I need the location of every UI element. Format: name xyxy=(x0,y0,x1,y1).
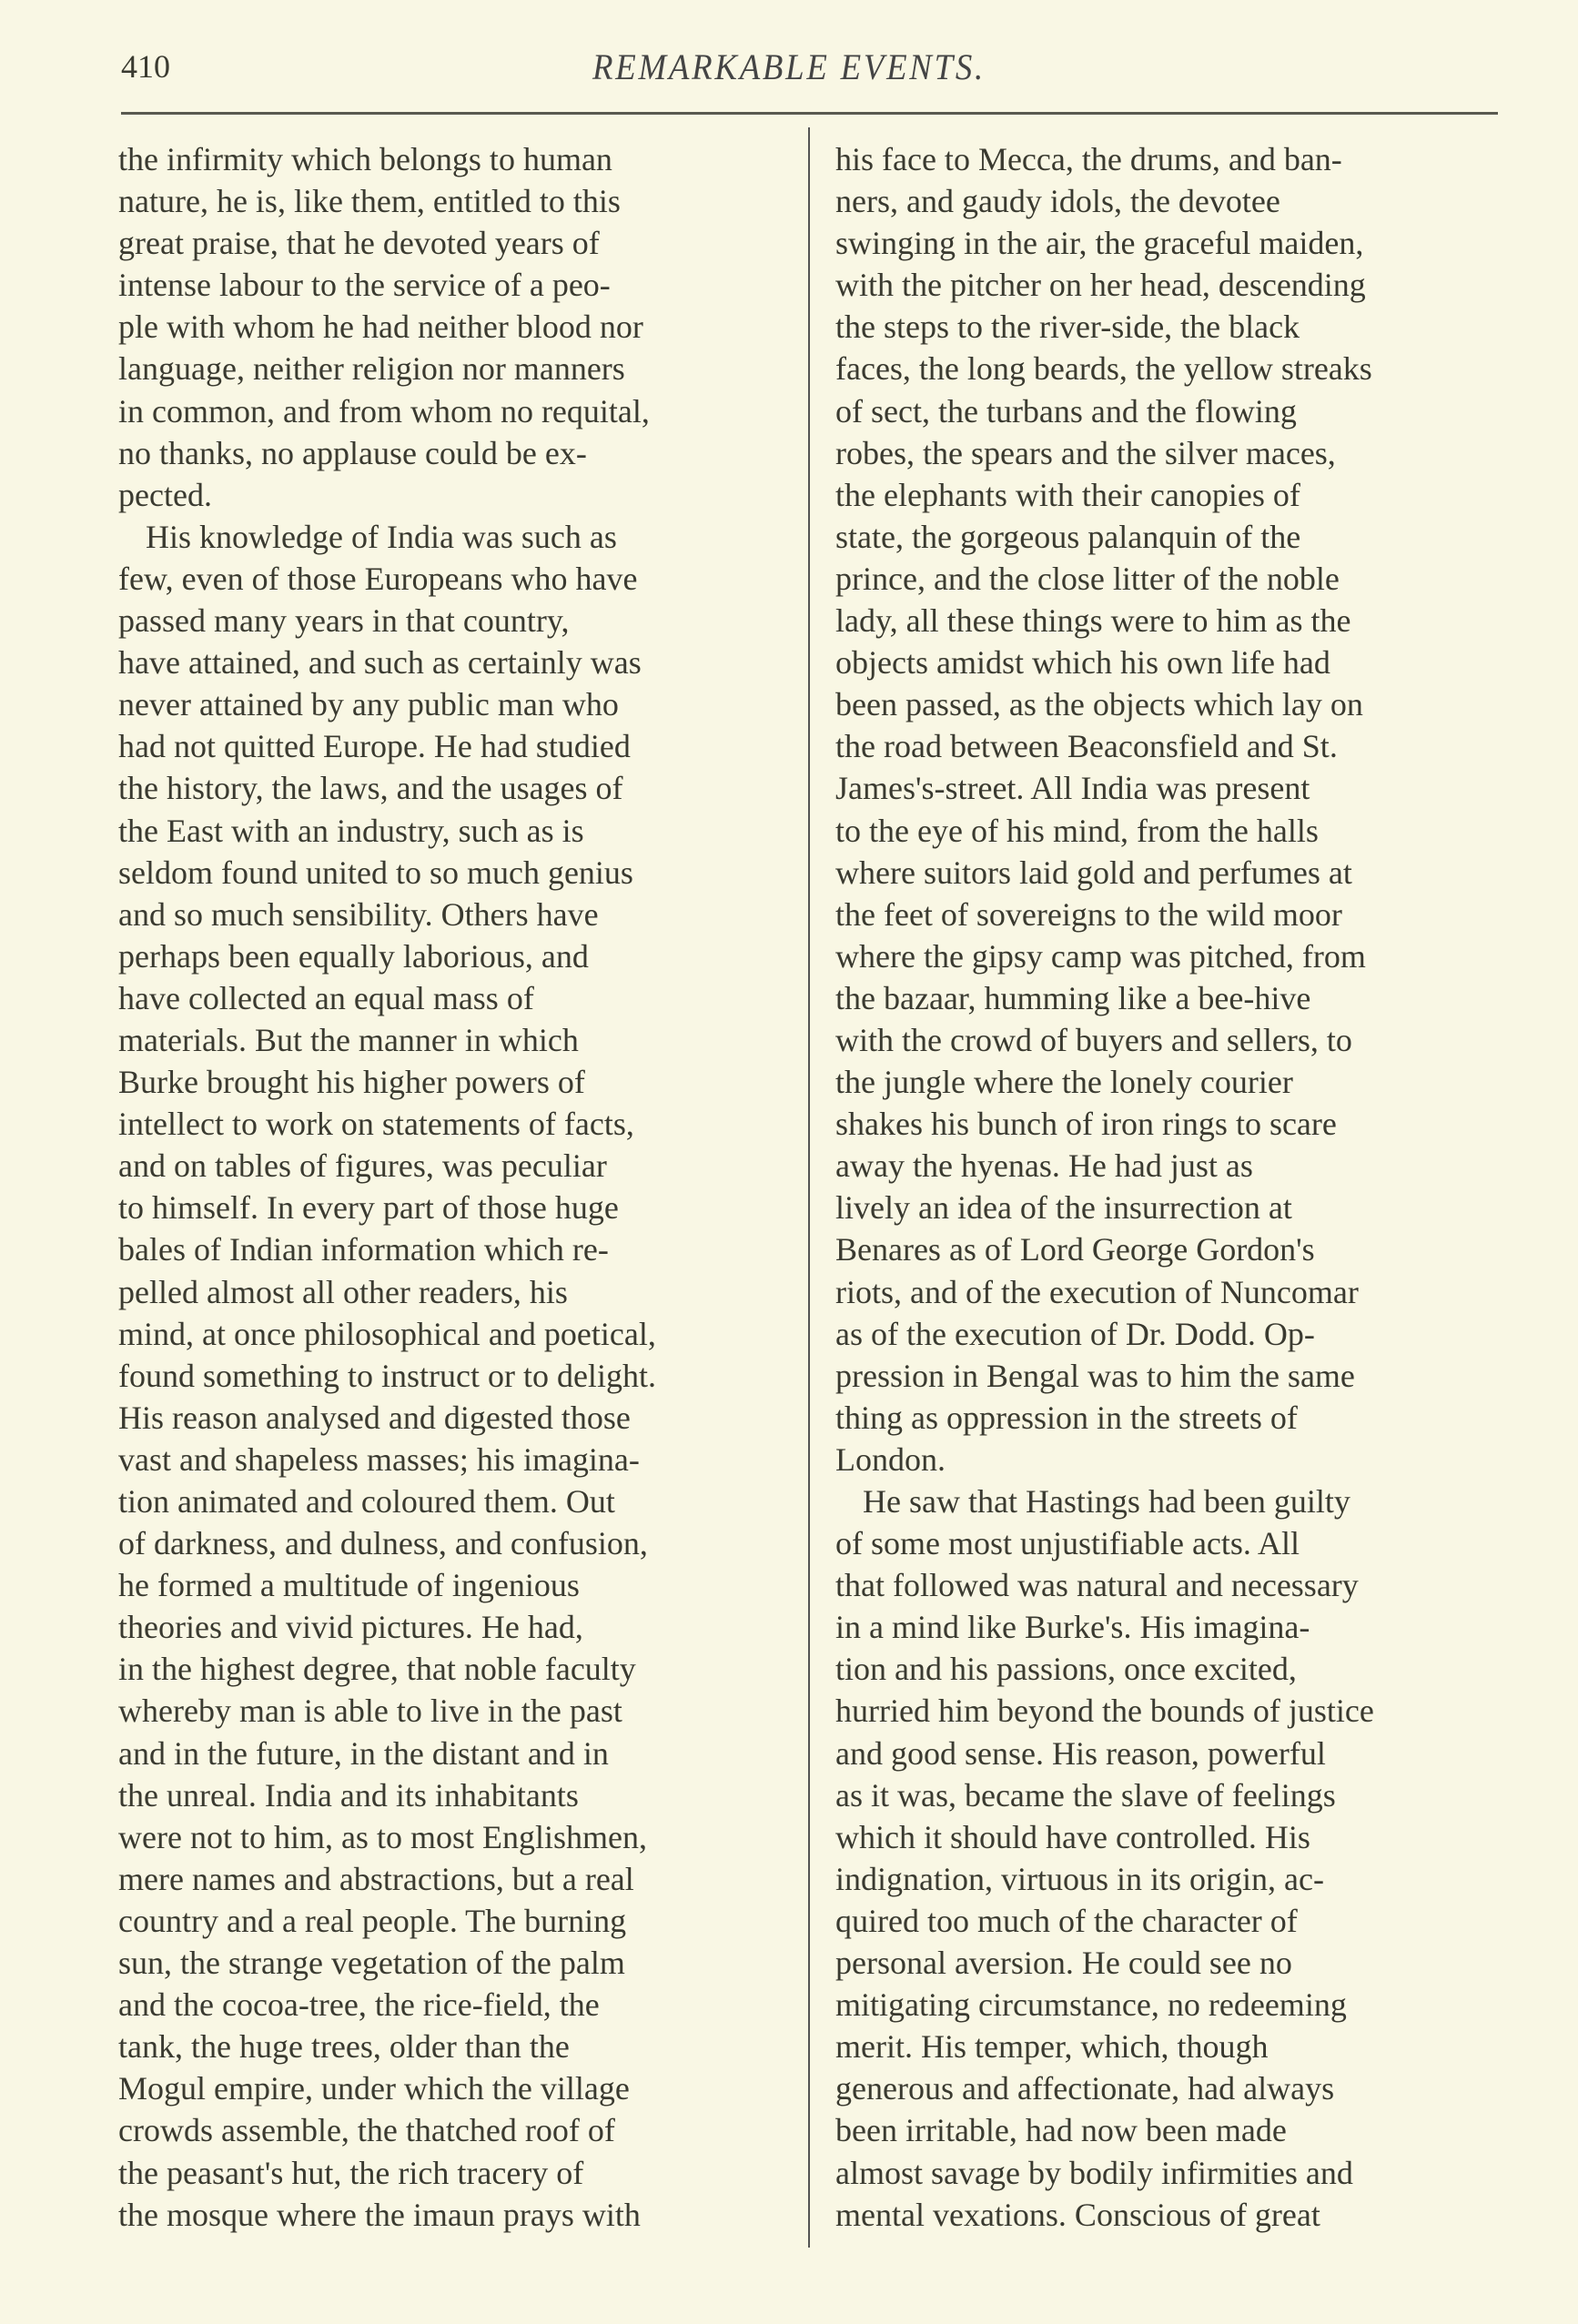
text-line: swinging in the air, the graceful maiden, xyxy=(835,225,1364,262)
text-line: few, even of those Europeans who have xyxy=(118,560,638,597)
text-line: bales of Indian information which re- xyxy=(118,1231,609,1268)
text-line: to himself. In every part of those huge xyxy=(118,1189,619,1227)
text-line: mitigating circumstance, no redeeming xyxy=(835,1986,1347,2024)
text-line: faces, the long beards, the yellow streaks xyxy=(835,350,1372,388)
text-line: passed many years in that country, xyxy=(118,602,570,640)
text-line: of darkness, and dulness, and confusion, xyxy=(118,1525,648,1562)
text-line: away the hyenas. He had just as xyxy=(835,1147,1253,1185)
text-line: the East with an industry, such as is xyxy=(118,812,584,849)
text-line: almost savage by bodily infirmities and xyxy=(835,2154,1353,2191)
text-line: of some most unjustifiable acts. All xyxy=(835,1525,1300,1562)
text-line: robes, the spears and the silver maces, xyxy=(835,434,1336,471)
text-line: language, neither religion nor manners xyxy=(118,350,625,388)
text-line: sun, the strange vegetation of the palm xyxy=(118,1945,625,1982)
text-line: have collected an equal mass of xyxy=(118,979,534,1016)
text-line: where suitors laid gold and perfumes at xyxy=(835,854,1352,891)
text-line: he formed a multitude of ingenious xyxy=(118,1567,580,1604)
text-line: great praise, that he devoted years of xyxy=(118,225,600,262)
text-line: and good sense. His reason, powerful xyxy=(835,1734,1326,1772)
text-line: mental vexations. Conscious of great xyxy=(835,2196,1320,2233)
text-line: pression in Bengal was to him the same xyxy=(835,1357,1355,1394)
text-line: indignation, virtuous in its origin, ac- xyxy=(835,1860,1324,1897)
text-line: never attained by any public man who xyxy=(118,686,619,723)
text-line: the unreal. India and its inhabitants xyxy=(118,1776,579,1814)
text-line: vast and shapeless masses; his imagina- xyxy=(118,1440,640,1478)
text-line: in a mind like Burke's. His imagina- xyxy=(835,1609,1310,1646)
text-line: lively an idea of the insurrection at xyxy=(835,1189,1292,1227)
text-line: crowds assemble, the thatched roof of xyxy=(118,2112,615,2149)
text-line: the bazaar, humming like a bee-hive xyxy=(835,979,1311,1016)
text-line: tion animated and coloured them. Out xyxy=(118,1483,615,1520)
text-line: Mogul empire, under which the village xyxy=(118,2070,630,2107)
text-line: James's-street. All India was present xyxy=(835,770,1310,807)
text-line: where the gipsy camp was pitched, from xyxy=(835,937,1366,975)
text-line: riots, and of the execution of Nuncomar xyxy=(835,1273,1359,1310)
text-line: found something to instruct or to delight. xyxy=(118,1357,656,1394)
text-line: the jungle where the lonely courier xyxy=(835,1064,1293,1101)
right-column xyxy=(835,138,1520,2236)
text-line: His knowledge of India was such as xyxy=(146,518,617,555)
text-line: nature, he is, like them, entitled to this xyxy=(118,183,621,220)
text-line: no thanks, no applause could be ex- xyxy=(118,434,587,471)
text-line: as it was, became the slave of feelings xyxy=(835,1776,1336,1814)
text-line: materials. But the manner in which xyxy=(118,1021,579,1058)
text-line: and on tables of figures, was peculiar xyxy=(118,1147,607,1185)
text-line: in the highest degree, that noble faculty xyxy=(118,1651,636,1688)
text-line: pelled almost all other readers, his xyxy=(118,1273,568,1310)
text-line: whereby man is able to live in the past xyxy=(118,1692,622,1730)
running-title: REMARKABLE EVENTS. xyxy=(592,46,986,87)
text-line: mind, at once philosophical and poetical, xyxy=(118,1315,656,1352)
text-line: the feet of sovereigns to the wild moor xyxy=(835,895,1342,933)
text-line: perhaps been equally laborious, and xyxy=(118,937,589,975)
text-line: country and a real people. The burning xyxy=(118,1902,627,1939)
text-line: to the eye of his mind, from the halls xyxy=(835,812,1319,849)
text-line: ple with whom he had neither blood nor xyxy=(118,308,643,346)
text-line: the road between Beaconsfield and St. xyxy=(835,728,1338,765)
text-line: intense labour to the service of a peo- xyxy=(118,267,611,304)
text-line: tank, the huge trees, older than the xyxy=(118,2028,570,2066)
left-column xyxy=(118,138,803,2236)
text-line: his face to Mecca, the drums, and ban- xyxy=(835,141,1342,177)
text-line: thing as oppression in the streets of xyxy=(835,1399,1298,1436)
text-line: state, the gorgeous palanquin of the xyxy=(835,518,1301,555)
text-line: as of the execution of Dr. Dodd. Op- xyxy=(835,1315,1315,1352)
text-line: intellect to work on statements of facts, xyxy=(118,1106,634,1143)
header-rule xyxy=(121,112,1498,115)
text-line: Burke brought his higher powers of xyxy=(118,1064,585,1101)
text-line: were not to him, as to most Englishmen, xyxy=(118,1818,647,1855)
text-line: generous and affectionate, had always xyxy=(835,2070,1335,2107)
text-line: that followed was natural and necessary xyxy=(835,1567,1359,1604)
text-line: shakes his bunch of iron rings to scare xyxy=(835,1106,1337,1143)
text-line: which it should have controlled. His xyxy=(835,1818,1310,1855)
text-line: objects amidst which his own life had xyxy=(835,644,1330,682)
text-line: in common, and from whom no requital, xyxy=(118,392,650,429)
text-line: seldom found united to so much genius xyxy=(118,854,633,891)
text-line: He saw that Hastings had been guilty xyxy=(863,1483,1350,1520)
text-line: pected. xyxy=(118,476,212,513)
text-line: hurried him beyond the bounds of justice xyxy=(835,1692,1374,1730)
text-line: quired too much of the character of xyxy=(835,1902,1298,1939)
text-line: had not quitted Europe. He had studied xyxy=(118,728,631,765)
text-line: lady, all these things were to him as the xyxy=(835,602,1351,640)
text-line: London. xyxy=(835,1440,946,1478)
text-line: theories and vivid pictures. He had, xyxy=(118,1609,583,1646)
text-line: His reason analysed and digested those xyxy=(118,1399,631,1436)
page-number: 410 xyxy=(121,48,170,85)
text-line: been passed, as the objects which lay on xyxy=(835,686,1363,723)
text-line: Benares as of Lord George Gordon's xyxy=(835,1231,1315,1268)
text-line: mere names and abstractions, but a real xyxy=(118,1860,634,1897)
text-line: merit. His temper, which, though xyxy=(835,2028,1269,2066)
column-divider xyxy=(808,127,810,2248)
text-line: ners, and gaudy idols, the devotee xyxy=(835,183,1280,220)
text-line: personal aversion. He could see no xyxy=(835,1945,1292,1982)
text-line: been irritable, had now been made xyxy=(835,2112,1287,2149)
text-line: the steps to the river-side, the black xyxy=(835,308,1300,346)
text-line: the elephants with their canopies of xyxy=(835,476,1300,513)
text-line: and so much sensibility. Others have xyxy=(118,895,599,933)
text-line: and the cocoa-tree, the rice-field, the xyxy=(118,1986,600,2024)
text-line: of sect, the turbans and the flowing xyxy=(835,392,1297,429)
text-line: the mosque where the imaun prays with xyxy=(118,2196,641,2233)
text-line: tion and his passions, once excited, xyxy=(835,1651,1297,1688)
text-line: and in the future, in the distant and in xyxy=(118,1734,609,1772)
text-line: with the crowd of buyers and sellers, to xyxy=(835,1021,1352,1058)
text-line: the peasant's hut, the rich tracery of xyxy=(118,2154,584,2191)
text-line: the history, the laws, and the usages of xyxy=(118,770,623,807)
text-line: the infirmity which belongs to human xyxy=(118,141,612,177)
text-line: prince, and the close litter of the noble xyxy=(835,560,1340,597)
text-line: with the pitcher on her head, descending xyxy=(835,267,1366,304)
text-line: have attained, and such as certainly was xyxy=(118,644,642,682)
